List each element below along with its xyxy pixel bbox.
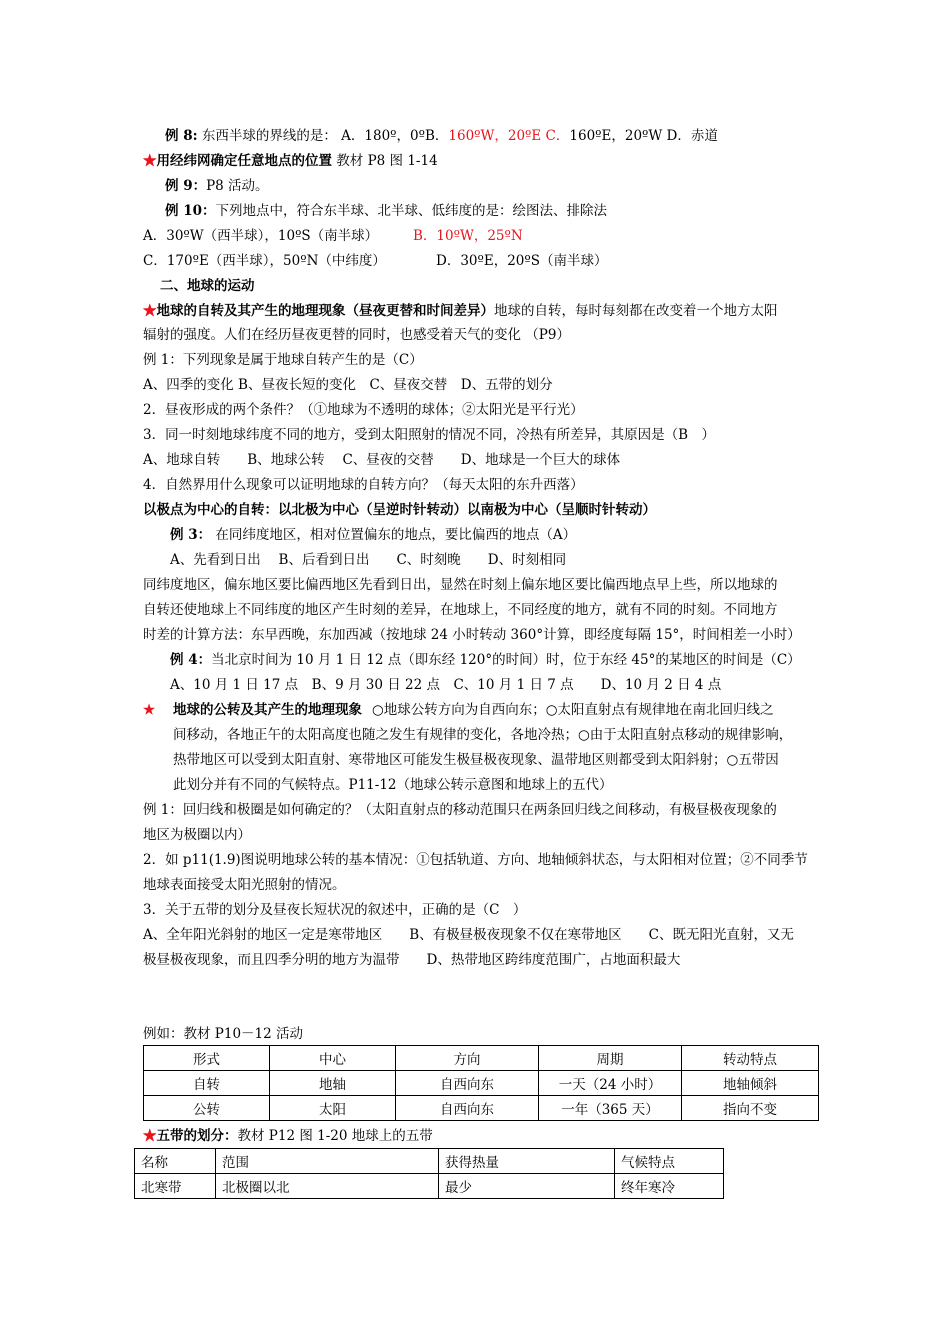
table-cell: 北极圈以北 (216, 1174, 439, 1199)
example-10-options-ab (143, 227, 523, 245)
table-header-cell: 气候特点 (615, 1149, 724, 1174)
table-cell: 一天（24 小时） (539, 1071, 682, 1096)
question-3-options: A、地球自转 B、地球公转 C、昼夜的交替 D、地球是一个巨大的球体 (143, 452, 621, 468)
example-8-answer: 160ºW，20ºE C． (448, 128, 570, 144)
latlon-heading-ref: 教材 P8 图 1-14 (332, 153, 438, 169)
table-row (144, 1071, 819, 1096)
option-c: C．170ºE（西半球），50ºN（中纬度） (143, 253, 386, 269)
example-3 (170, 526, 576, 544)
example-4-label: 例 4： (170, 652, 212, 668)
table-cell: 北寒带 (135, 1174, 216, 1199)
question-2: 2．昼夜形成的两个条件？（①地球为不透明的球体；②太阳光是平行光） (143, 402, 584, 418)
pole-rotation: 以极点为中心的自转：以北极为中心（呈逆时针转动）以南极为中心（呈顺时针转动） (143, 502, 656, 518)
zones-heading-title: 五带的划分： (156, 1128, 238, 1144)
table-header-cell: 转动特点 (682, 1046, 819, 1071)
question-3: 3．同一时刻地球纬度不同的地方，受到太阳照射的情况不同，冷热有所差异，其原因是（B ） (143, 427, 716, 443)
table-cell: 太阳 (270, 1096, 396, 1121)
question-1: 例 1：下列现象是属于地球自转产生的是（C） (143, 352, 423, 368)
example-4-text: 当北京时间为 10 月 1 日 12 点（即东经 120°的时间）时，位于东经 45°的某地区的时间是（C） (211, 652, 801, 668)
table-header-row (135, 1149, 724, 1174)
table-header-cell: 范围 (216, 1149, 439, 1174)
table-cell: 最少 (439, 1174, 615, 1199)
example-label: 例如：教材 P10－12 活动 (143, 1026, 304, 1042)
table-row (135, 1174, 724, 1199)
table-cell: 一年（365 天） (539, 1096, 682, 1121)
example-3-text: 在同纬度地区，相对位置偏东的地点，要比偏西的地点（A） (211, 527, 577, 543)
example-10-options-cd (143, 252, 608, 270)
rotation-heading-title: 地球的自转及其产生的地理现象（昼夜更替和时间差异） (156, 303, 494, 319)
zones-heading-ref: 教材 P12 图 1-20 地球上的五带 (237, 1128, 433, 1144)
table-header-cell: 周期 (539, 1046, 682, 1071)
table-cell: 公转 (144, 1096, 270, 1121)
table-cell: 终年寒冷 (615, 1174, 724, 1199)
motion-table (143, 1045, 819, 1121)
question-4: 4．自然界用什么现象可以证明地球的自转方向？（每天太阳的东升西落） (143, 477, 584, 493)
table-cell: 地轴 (270, 1071, 396, 1096)
example-4 (170, 651, 801, 669)
question-1-options: A、四季的变化 B、昼夜长短的变化 C、昼夜交替 D、五带的划分 (143, 377, 553, 393)
example-10-label: 例 10： (165, 203, 216, 219)
table-header-cell: 方向 (396, 1046, 539, 1071)
example-9-label: 例 9： (165, 178, 207, 194)
example-10-text: 下列地点中，符合东半球、北半球、低纬度的是：绘图法、排除法 (215, 203, 607, 219)
revolution-question-1: 例 1：回归线和极圈是如何确定的？（太阳直射点的移动范围只在两条回归线之间移动，有极昼极夜现象的 (143, 802, 777, 818)
revolution-first: ○地球公转方向为自西向东；○太阳直射点有规律地在南北回归线之 (372, 702, 774, 718)
table-header-cell: 名称 (135, 1149, 216, 1174)
table-header-cell: 中心 (270, 1046, 396, 1071)
revolution-question-2: 地球表面接受太阳光照射的情况。 (143, 877, 346, 893)
revolution-question-1: 地区为极圈以内） (143, 827, 251, 843)
rotation-heading (143, 302, 778, 320)
latlon-heading (143, 152, 438, 170)
option-b: B．10ºW，25ºN (413, 228, 523, 244)
example-8-text: 东西半球的界线的是： A．180º，0ºB． (201, 128, 449, 144)
example-9-text: P8 活动。 (206, 178, 269, 194)
revolution-question-3-options: A、全年阳光斜射的地区一定是寒带地区 B、有极昼极夜现象不仅在寒带地区 C、既无阳光直射，又无 (143, 927, 794, 943)
star-icon: ★ (143, 303, 157, 319)
revolution-heading-title: 地球的公转及其产生的地理现象 (173, 702, 362, 718)
time-paragraph-line: 自转还使地球上不同纬度的地区产生时刻的差异，在地球上，不同经度的地方，就有不同的时刻。不同地方 (143, 602, 778, 618)
example-8 (165, 127, 718, 145)
table-cell: 自转 (144, 1071, 270, 1096)
table-header-cell: 形式 (144, 1046, 270, 1071)
revolution-line: 此划分并有不同的气候特点。P11-12（地球公转示意图和地球上的五代） (173, 777, 613, 793)
table-cell: 自西向东 (396, 1096, 539, 1121)
star-icon: ★ (143, 153, 157, 169)
example-4-options: A、10 月 1 日 17 点 B、9 月 30 日 22 点 C、10 月 1 日 7 点 D、10 月 2 日 4 点 (170, 677, 722, 693)
example-8-label: 例 8: (165, 128, 198, 144)
revolution-question-3-options: 极昼极夜现象，而且四季分明的地方为温带 D、热带地区跨纬度范围广，占地面积最大 (143, 952, 681, 968)
table-cell: 自西向东 (396, 1071, 539, 1096)
example-3-options: A、先看到日出 B、后看到日出 C、时刻晚 D、时刻相同 (170, 552, 567, 568)
example-9 (165, 177, 269, 195)
revolution-heading (143, 701, 362, 719)
revolution-line: 热带地区可以受到太阳直射、寒带地区可能发生极昼极夜现象、温带地区则都受到太阳斜射；○五带因 (173, 752, 779, 768)
table-cell: 指向不变 (682, 1096, 819, 1121)
revolution-question-2: 2．如 p11(1.9)图说明地球公转的基本情况：①包括轨道、方向、地轴倾斜状态，与太阳相对位置；②不同季节 (143, 852, 808, 868)
star-icon: ★ (143, 702, 156, 718)
example-3-label: 例 3： (170, 527, 212, 543)
option-d: D．30ºE，20ºS（南半球） (436, 253, 608, 269)
rotation-heading-text: 地球的自转，每时每刻都在改变着一个地方太阳 (494, 303, 778, 319)
table-header-row (144, 1046, 819, 1071)
time-paragraph-line: 时差的计算方法：东早西晚，东加西减（按地球 24 小时转动 360°计算，即经度每隔 15°，时间相差一小时） (143, 627, 801, 643)
latlon-heading-title: 用经纬网确定任意地点的位置 (156, 153, 332, 169)
example-8-rest: 160ºE，20ºW D．赤道 (569, 128, 718, 144)
zones-heading (143, 1127, 433, 1145)
zones-table (134, 1148, 724, 1199)
option-a: A．30ºW（西半球），10ºS（南半球） (143, 228, 379, 244)
rotation-cont: 辐射的强度。人们在经历昼夜更替的同时，也感受着天气的变化 （P9） (143, 327, 570, 343)
star-icon: ★ (143, 1128, 157, 1144)
time-paragraph-line: 同纬度地区，偏东地区要比偏西地区先看到日出，显然在时刻上偏东地区要比偏西地点早上些，所以地球的 (143, 577, 778, 593)
example-10 (165, 202, 607, 220)
revolution-question-3: 3．关于五带的划分及昼夜长短状况的叙述中，正确的是（C ） (143, 902, 527, 918)
section-2-title: 二、地球的运动 (160, 278, 255, 294)
table-cell: 地轴倾斜 (682, 1071, 819, 1096)
table-row (144, 1096, 819, 1121)
table-header-cell: 获得热量 (439, 1149, 615, 1174)
revolution-line: 间移动，各地正午的太阳高度也随之发生有规律的变化，各地冷热；○由于太阳直射点移动的规律影响， (173, 727, 793, 743)
